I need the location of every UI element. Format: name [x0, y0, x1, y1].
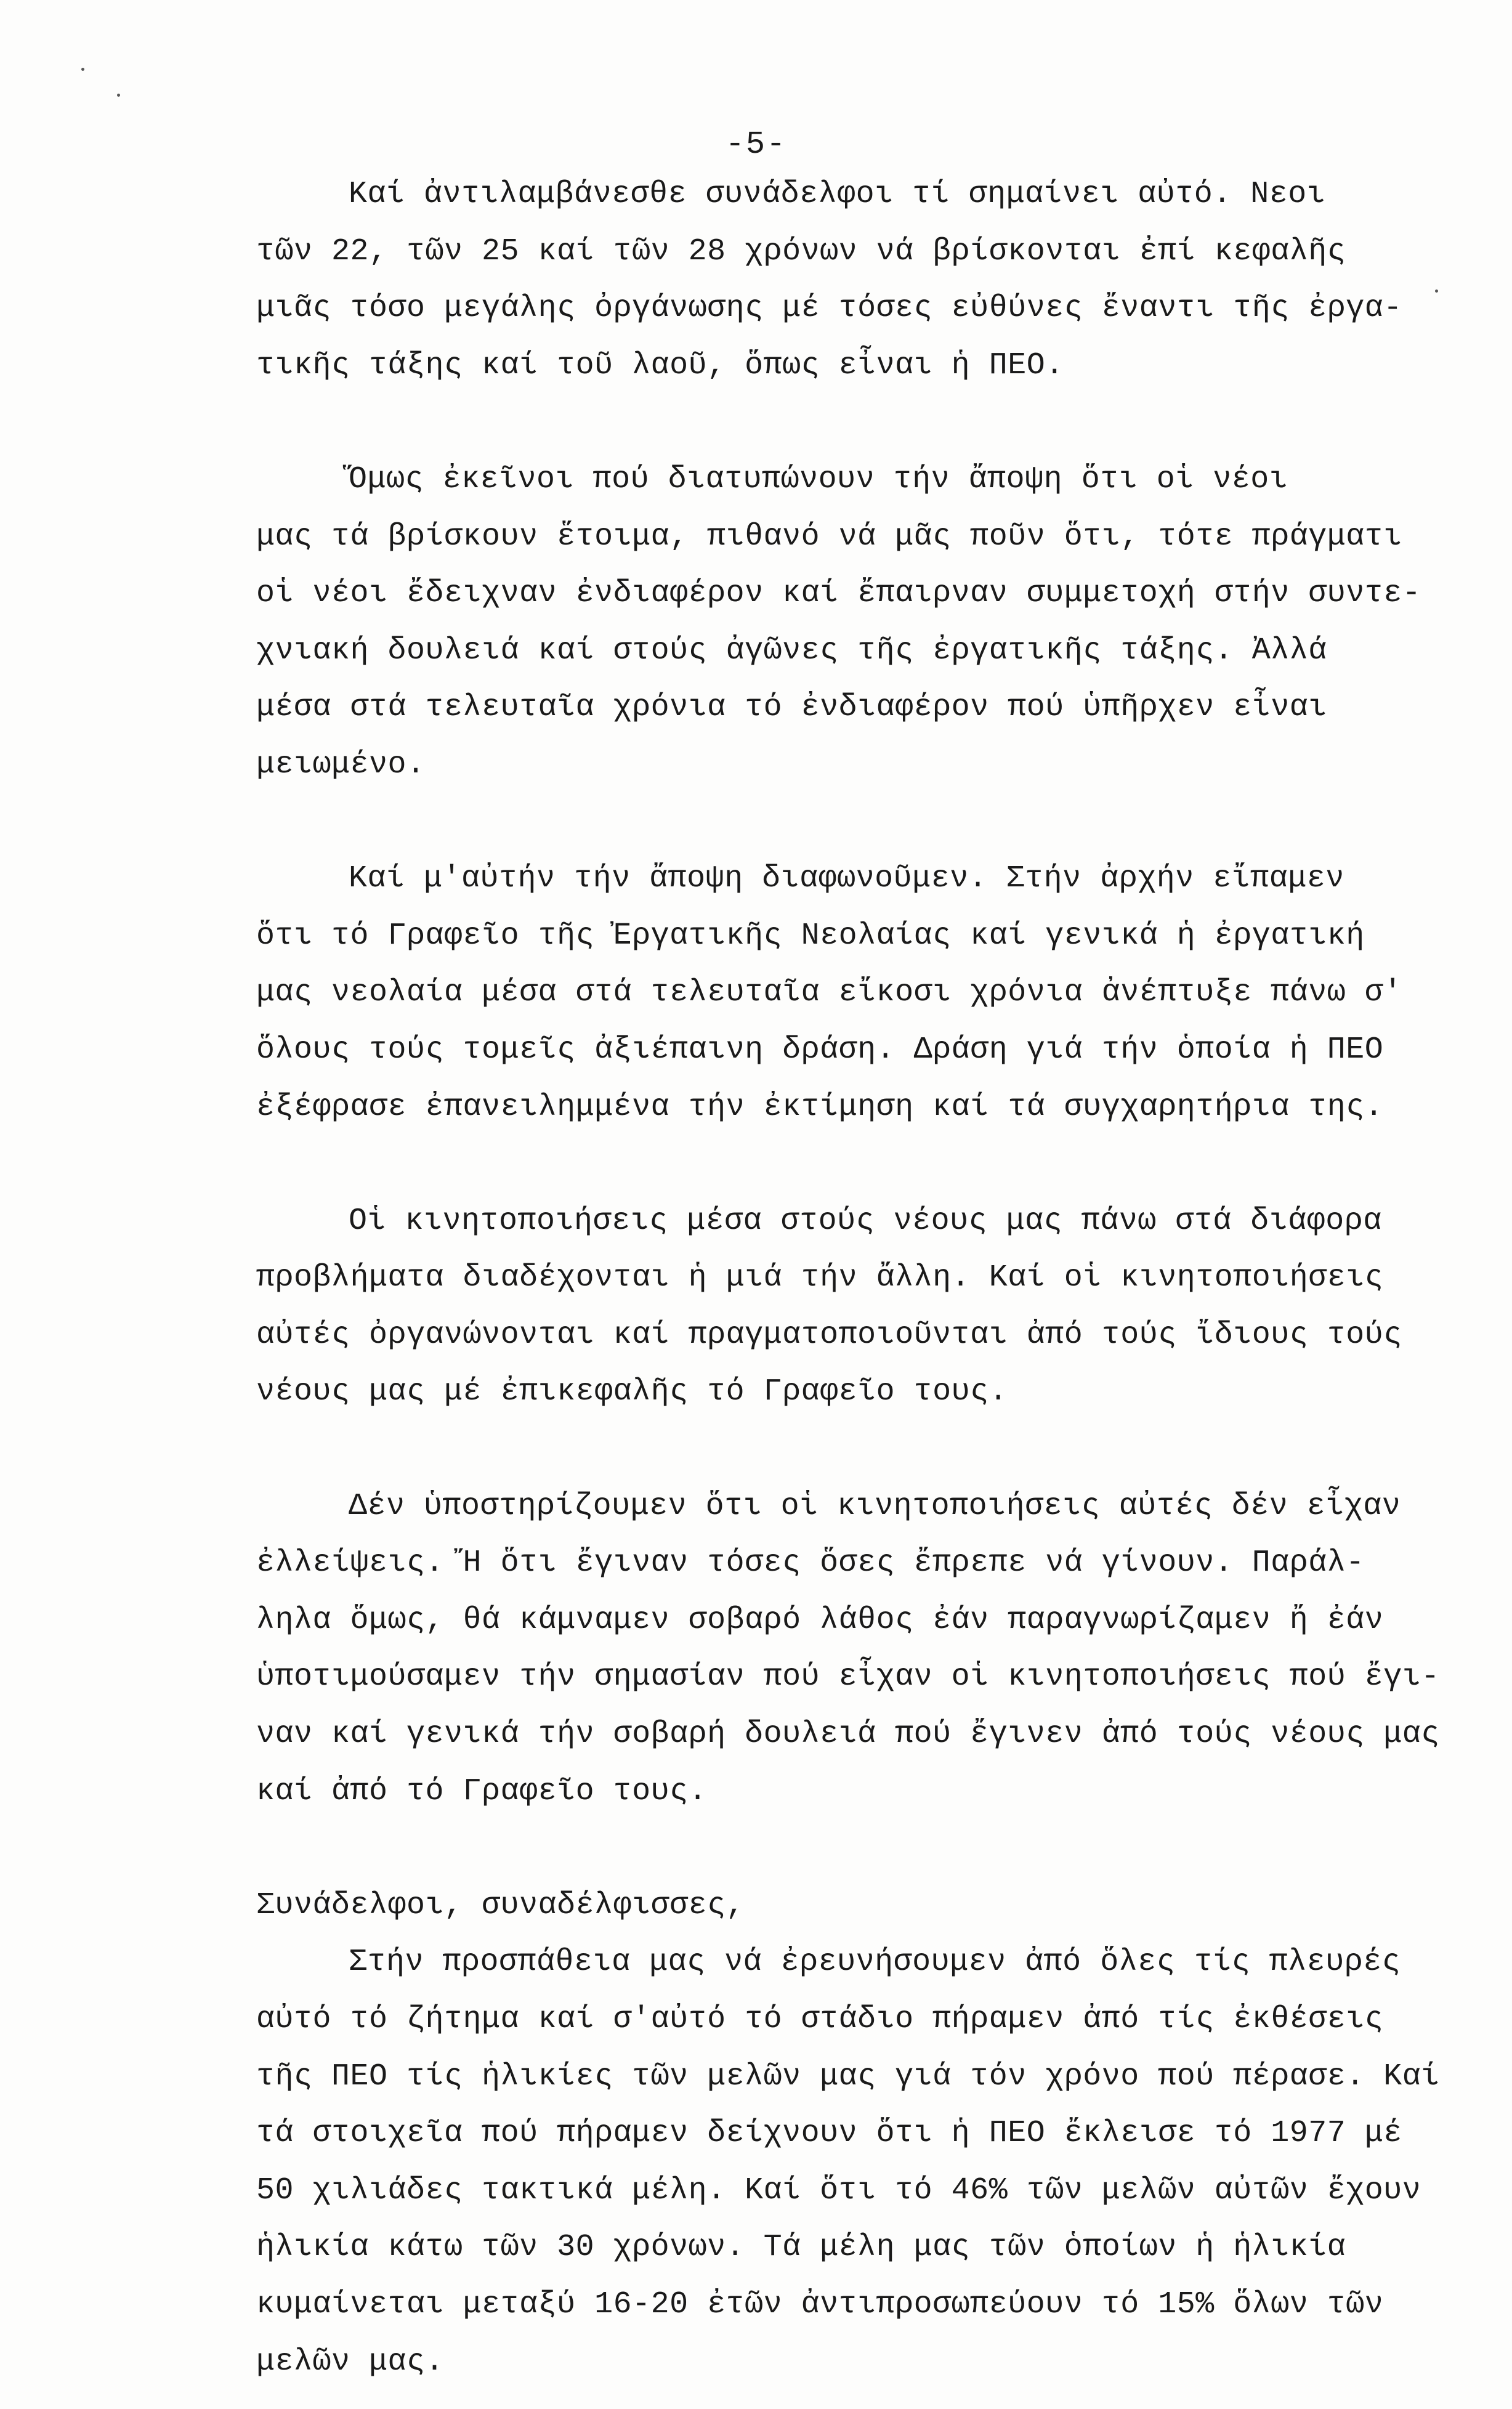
text-line: Δέν ὑποστηρίζουμεν ὅτι οἱ κινητοποιήσεις αὐτές δέν εἶχαν [349, 1488, 1401, 1524]
text-line: μας νεολαία μέσα στά τελευταῖα εἴκοσι χρόνια ἀνέπτυξε πάνω σ' [256, 975, 1402, 1011]
paragraph-gap [256, 1136, 1414, 1193]
text-line: μειωμένο. [256, 747, 426, 782]
paragraph [256, 1478, 1440, 1821]
text-line: Καί ἀντιλαμβάνεσθε συνάδελφοι τί σημαίνει αὐτό. Νεοι [349, 177, 1326, 212]
text-line: ἐξέφρασε ἐπανειλημμένα τήν ἐκτίμηση καί τά συγχαρητήρια της. [256, 1089, 1384, 1125]
text-line: ὑποτιμούσαμεν τήν σημασίαν πού εἶχαν οἱ κινητοποιήσεις πού ἔγι- [256, 1659, 1440, 1695]
scan-speck [1435, 289, 1438, 293]
paragraph [256, 1934, 1440, 2391]
text-line: χνιακή δουλειά καί στούς ἀγῶνες τῆς ἐργατικῆς τάξης. Ἀλλά [256, 633, 1327, 668]
text-line: νέους μας μέ ἐπικεφαλῆς τό Γραφεῖο τους. [256, 1374, 1008, 1410]
paragraph [256, 451, 1421, 794]
text-line: αὐτό τό ζήτημα καί σ'αὐτό τό στάδιο πήραμεν ἀπό τίς ἐκθέσεις [256, 2002, 1384, 2037]
text-line: ὅτι τό Γραφεῖο τῆς Ἐργατικῆς Νεολαίας καί γενικά ἡ ἐργατική [256, 918, 1365, 953]
text-line: ναν καί γενικά τήν σοβαρή δουλειά πού ἔγινεν ἀπό τούς νέους μας [256, 1717, 1440, 1752]
text-line: μέσα στά τελευταῖα χρόνια τό ἐνδιαφέρον πού ὑπῆρχεν εἶναι [256, 690, 1327, 726]
text-line: ὅλους τούς τομεῖς ἀξιέπαινη δράση. Δράση γιά τήν ὁποία ἡ ΠΕΟ [256, 1032, 1384, 1067]
scan-speck [81, 68, 84, 71]
paragraph-gap [256, 1421, 1414, 1478]
paragraph [256, 166, 1414, 394]
text-line: ἡλικία κάτω τῶν 30 χρόνων. Τά μέλη μας τῶν ὁποίων ἡ ἡλικία [256, 2230, 1346, 2265]
paragraph-gap [256, 394, 1414, 451]
text-line: Οἱ κινητοποιήσεις μέσα στούς νέους μας πάνω στά διάφορα [349, 1203, 1382, 1239]
paragraph-gap [256, 794, 1414, 851]
text-line: ἐλλείψεις. Ἤ ὅτι ἔγιναν τόσες ὅσες ἔπρεπε νά γίνουν. Παράλ- [256, 1545, 1365, 1581]
typed-text-body [256, 166, 1440, 2391]
text-line: τῶν 22, τῶν 25 καί τῶν 28 χρόνων νά βρίσκονται ἐπί κεφαλῆς [256, 233, 1346, 269]
paragraph [256, 851, 1414, 1136]
scan-speck [117, 94, 120, 97]
text-line: τικῆς τάξης καί τοῦ λαοῦ, ὅπως εἶναι ἡ ΠΕΟ. [256, 347, 1064, 383]
text-line: μελῶν μας. [256, 2344, 445, 2379]
paragraph [256, 1193, 1414, 1421]
text-line: μιᾶς τόσο μεγάλης ὀργάνωσης μέ τόσες εὐθύνες ἔναντι τῆς ἐργα- [256, 291, 1402, 326]
text-line: Ὅμως ἐκεῖνοι πού διατυπώνουν τήν ἄποψη ὅτι οἱ νέοι [349, 461, 1288, 497]
paragraph-gap [256, 1820, 1414, 1877]
text-line: ληλα ὅμως, θά κάμναμεν σοβαρό λάθος ἐάν παραγνωρίζαμεν ἤ ἐάν [256, 1602, 1384, 1638]
text-line: τῆς ΠΕΟ τίς ἡλικίες τῶν μελῶν μας γιά τόν χρόνο πού πέρασε. Καί [256, 2059, 1440, 2094]
page-number: -5- [725, 126, 787, 163]
text-line: αὐτές ὀργανώνονται καί πραγματοποιοῦνται ἀπό τούς ἴδιους τούς [256, 1317, 1402, 1353]
text-line: Συνάδελφοι, συναδέλφισσες, [256, 1887, 745, 1923]
text-line: οἱ νέοι ἔδειχναν ἐνδιαφέρον καί ἔπαιρναν συμμετοχή στήν συντε- [256, 576, 1421, 612]
text-line: 50 χιλιάδες τακτικά μέλη. Καί ὅτι τό 46% τῶν μελῶν αὐτῶν ἔχουν [256, 2172, 1421, 2208]
text-line: Καί μ'αὐτήν τήν ἄποψη διαφωνοῦμεν. Στήν ἀρχήν εἴπαμεν [349, 861, 1344, 897]
paragraph [256, 1877, 1414, 1935]
text-line: κυμαίνεται μεταξύ 16-20 ἐτῶν ἀντιπροσωπεύουν τό 15% ὅλων τῶν [256, 2286, 1384, 2322]
text-line: τά στοιχεῖα πού πήραμεν δείχνουν ὅτι ἡ ΠΕΟ ἔκλεισε τό 1977 μέ [256, 2116, 1402, 2152]
text-line: μας τά βρίσκουν ἕτοιμα, πιθανό νά μᾶς ποῦν ὅτι, τότε πράγματι [256, 519, 1402, 554]
text-line: Στήν προσπάθεια μας νά ἐρευνήσουμεν ἀπό ὅλες τίς πλευρές [349, 1945, 1401, 1980]
text-line: προβλήματα διαδέχονται ἡ μιά τήν ἄλλη. Καί οἱ κινητοποιήσεις [256, 1260, 1384, 1296]
text-line: καί ἀπό τό Γραφεῖο τους. [256, 1773, 708, 1809]
